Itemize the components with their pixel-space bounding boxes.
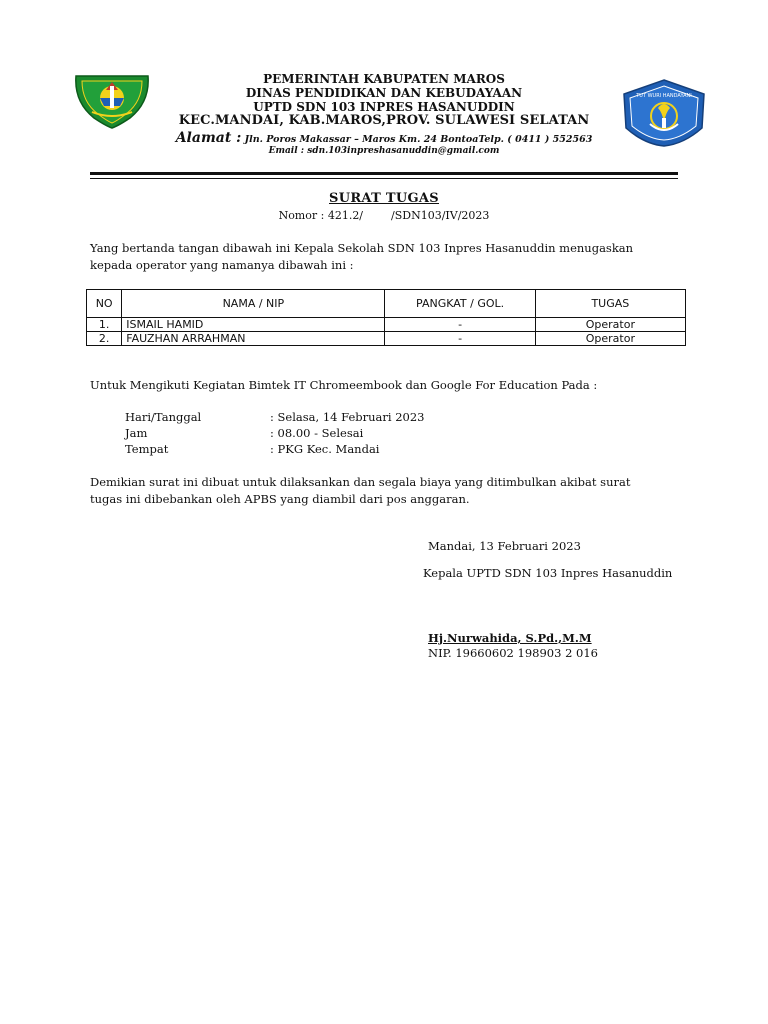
detail-label: Jam <box>125 426 148 440</box>
purpose-paragraph: Untuk Mengikuti Kegiatan Bimtek IT Chromeembook dan Google For Education Pada : <box>90 378 598 392</box>
cell-no: 1. <box>87 318 122 332</box>
logo-right-text: TUT WURI HANDAYANI <box>636 93 692 99</box>
signature-nip: NIP. 19660602 198903 2 016 <box>428 646 598 660</box>
cell-name: ISMAIL HAMID <box>122 318 385 332</box>
header-no: NO <box>87 290 122 318</box>
closing-line-1: Demikian surat ini dibuat untuk dilaksankan dan segala biaya yang ditimbulkan akibat surat <box>90 475 631 489</box>
header-divider-thin <box>90 178 678 179</box>
address-line <box>0 130 768 146</box>
document-title: SURAT TUGAS <box>329 191 439 206</box>
detail-row <box>125 425 525 441</box>
header-divider-thick <box>90 172 678 175</box>
event-details <box>125 409 525 457</box>
intro-line-1: Yang bertanda tangan dibawah ini Kepala Sekolah SDN 103 Inpres Hasanuddin menugaskan <box>90 241 634 255</box>
detail-value: : PKG Kec. Mandai <box>270 442 380 456</box>
closing-line-2: tugas ini dibebankan oleh APBS yang diambil dari pos anggaran. <box>90 492 470 506</box>
kop-line-1: PEMERINTAH KABUPATEN MAROS <box>263 72 505 86</box>
detail-row <box>125 409 525 425</box>
detail-value: : 08.00 - Selesai <box>270 426 364 440</box>
header-tugas: TUGAS <box>535 290 685 318</box>
address-label: Alamat : <box>175 130 242 146</box>
address-text: Jln. Poros Makassar – Maros Km. 24 BontoaTelp. ( 0411 ) 552563 <box>244 134 593 145</box>
intro-line-2: kepada operator yang namanya dibawah ini : <box>90 258 354 272</box>
table-row <box>87 332 686 346</box>
nomor-prefix: Nomor : 421.2/ <box>278 209 364 222</box>
document-number <box>0 209 768 222</box>
closing-paragraph <box>90 474 690 508</box>
detail-value: : Selasa, 14 Februari 2023 <box>270 410 425 424</box>
cell-tugas: Operator <box>535 332 685 346</box>
detail-label: Hari/Tanggal <box>125 410 202 424</box>
table-header-row <box>87 290 686 318</box>
cell-pangkat: - <box>385 332 535 346</box>
header-name: NAMA / NIP <box>122 290 385 318</box>
cell-no: 2. <box>87 332 122 346</box>
header-pangkat: PANGKAT / GOL. <box>385 290 535 318</box>
email-line: Email : sdn.103inpreshasanuddin@gmail.com <box>268 146 500 156</box>
table-row <box>87 318 686 332</box>
signature-name: Hj.Nurwahida, S.Pd.,M.M <box>428 631 592 645</box>
assignment-table <box>86 289 686 346</box>
signature-position: Kepala UPTD SDN 103 Inpres Hasanuddin <box>423 566 673 580</box>
signature-place-date: Mandai, 13 Februari 2023 <box>428 539 581 553</box>
cell-pangkat: - <box>385 318 535 332</box>
cell-name: FAUZHAN ARRAHMAN <box>122 332 385 346</box>
intro-paragraph <box>90 240 690 274</box>
detail-label: Tempat <box>125 442 169 456</box>
nomor-suffix: /SDN103/IV/2023 <box>391 209 490 222</box>
cell-tugas: Operator <box>535 318 685 332</box>
kop-line-2: DINAS PENDIDIKAN DAN KEBUDAYAAN <box>245 86 523 100</box>
detail-row <box>125 441 525 457</box>
kop-line-4: KEC.MANDAI, KAB.MAROS,PROV. SULAWESI SELATAN <box>178 113 590 128</box>
kop-line-3: UPTD SDN 103 INPRES HASANUDDIN <box>253 100 515 114</box>
